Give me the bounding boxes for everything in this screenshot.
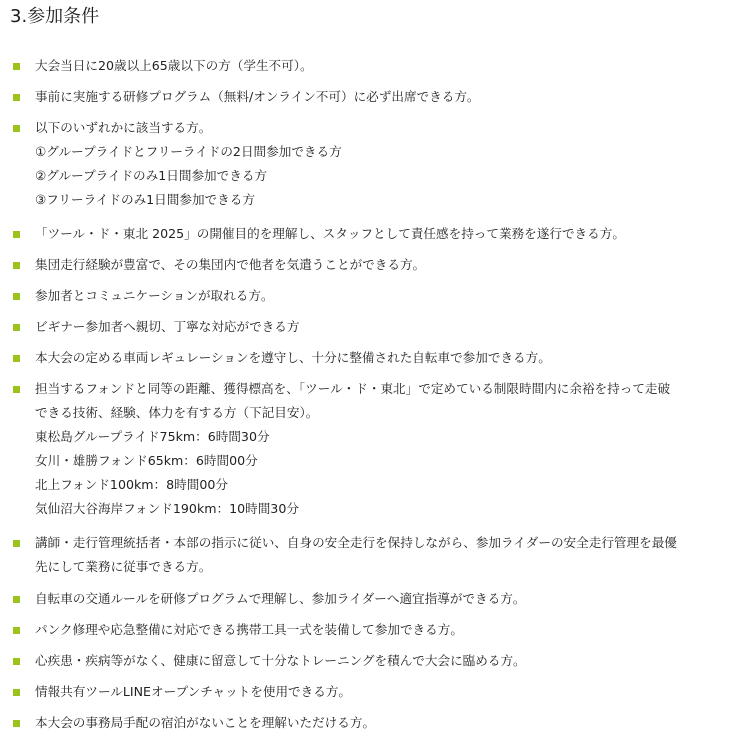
bullet-marker — [13, 689, 20, 696]
bullet-marker — [13, 355, 20, 362]
condition-text: 参加者とコミュニケーションが取れる方。 — [35, 288, 274, 303]
bullet-marker — [13, 324, 20, 331]
bullet-marker — [13, 94, 20, 101]
bullet-marker — [13, 658, 20, 665]
condition-text: 講師・走行管理統括者・本部の指示に従い、自身の安全走行を保持しながら、参加ライダーの安全走行管理を最優 — [35, 535, 677, 550]
condition-subline: ①グループライドとフリーライドの2日間参加できる方 — [35, 144, 342, 159]
condition-subline: 先にして業務に従事できる方。 — [35, 559, 212, 574]
condition-text: 集団走行経験が豊富で、その集団内で他者を気遣うことができる方。 — [35, 257, 426, 272]
condition-text: 心疾患・疾病等がなく、健康に留意して十分なトレーニングを積んで大会に臨める方。 — [35, 653, 526, 668]
bullet-marker — [13, 63, 20, 70]
bullet-marker — [13, 540, 20, 547]
bullet-marker — [13, 627, 20, 634]
condition-subline: 東松島グループライド75km：6時間30分 — [35, 429, 270, 444]
bullet-marker — [13, 720, 20, 727]
bullet-marker — [13, 386, 20, 393]
bullet-marker — [13, 125, 20, 132]
condition-subline: 気仙沼大谷海岸フォンド190km：10時間30分 — [35, 501, 299, 516]
condition-text: 本大会の事務局手配の宿泊がないことを理解いただける方。 — [35, 715, 376, 730]
condition-subline: 北上フォンド100km：8時間00分 — [35, 477, 228, 492]
condition-text: 事前に実施する研修プログラム（無料/オンライン不可）に必ず出席できる方。 — [35, 89, 480, 104]
condition-text: パンク修理や応急整備に対応できる携帯工具一式を装備して参加できる方。 — [35, 622, 463, 637]
condition-subline: できる技術、経験、体力を有する方（下記目安）。 — [35, 405, 319, 420]
bullet-marker — [13, 262, 20, 269]
condition-text: 担当するフォンドと同等の距離、獲得標高を、「ツール・ド・東北」で定めている制限時間内に余裕を持って走破 — [35, 381, 671, 396]
condition-text: 以下のいずれかに該当する方。 — [35, 120, 212, 135]
condition-text: 「ツール・ド・東北 2025」の開催目的を理解し、スタッフとして責任感を持って業務を遂行できる方。 — [35, 226, 625, 241]
bullet-marker — [13, 231, 20, 238]
bullet-marker — [13, 596, 20, 603]
condition-text: 大会当日に20歳以上65歳以下の方（学生不可）。 — [35, 58, 313, 73]
condition-subline: 女川・雄勝フォンド65km：6時間00分 — [35, 453, 258, 468]
condition-subline: ③フリーライドのみ1日間参加できる方 — [35, 192, 255, 207]
condition-text: ビギナー参加者へ親切、丁寧な対応ができる方 — [35, 319, 300, 334]
condition-text: 情報共有ツールLINEオープンチャットを使用できる方。 — [35, 684, 352, 699]
condition-subline: ②グループライドのみ1日間参加できる方 — [35, 168, 268, 183]
section-title: 3.参加条件 — [10, 6, 100, 27]
condition-text: 自転車の交通ルールを研修プログラムで理解し、参加ライダーへ適宜指導ができる方。 — [35, 591, 526, 606]
condition-text: 本大会の定める車両レギュレーションを遵守し、十分に整備された自転車で参加できる方。 — [35, 350, 551, 365]
bullet-marker — [13, 293, 20, 300]
